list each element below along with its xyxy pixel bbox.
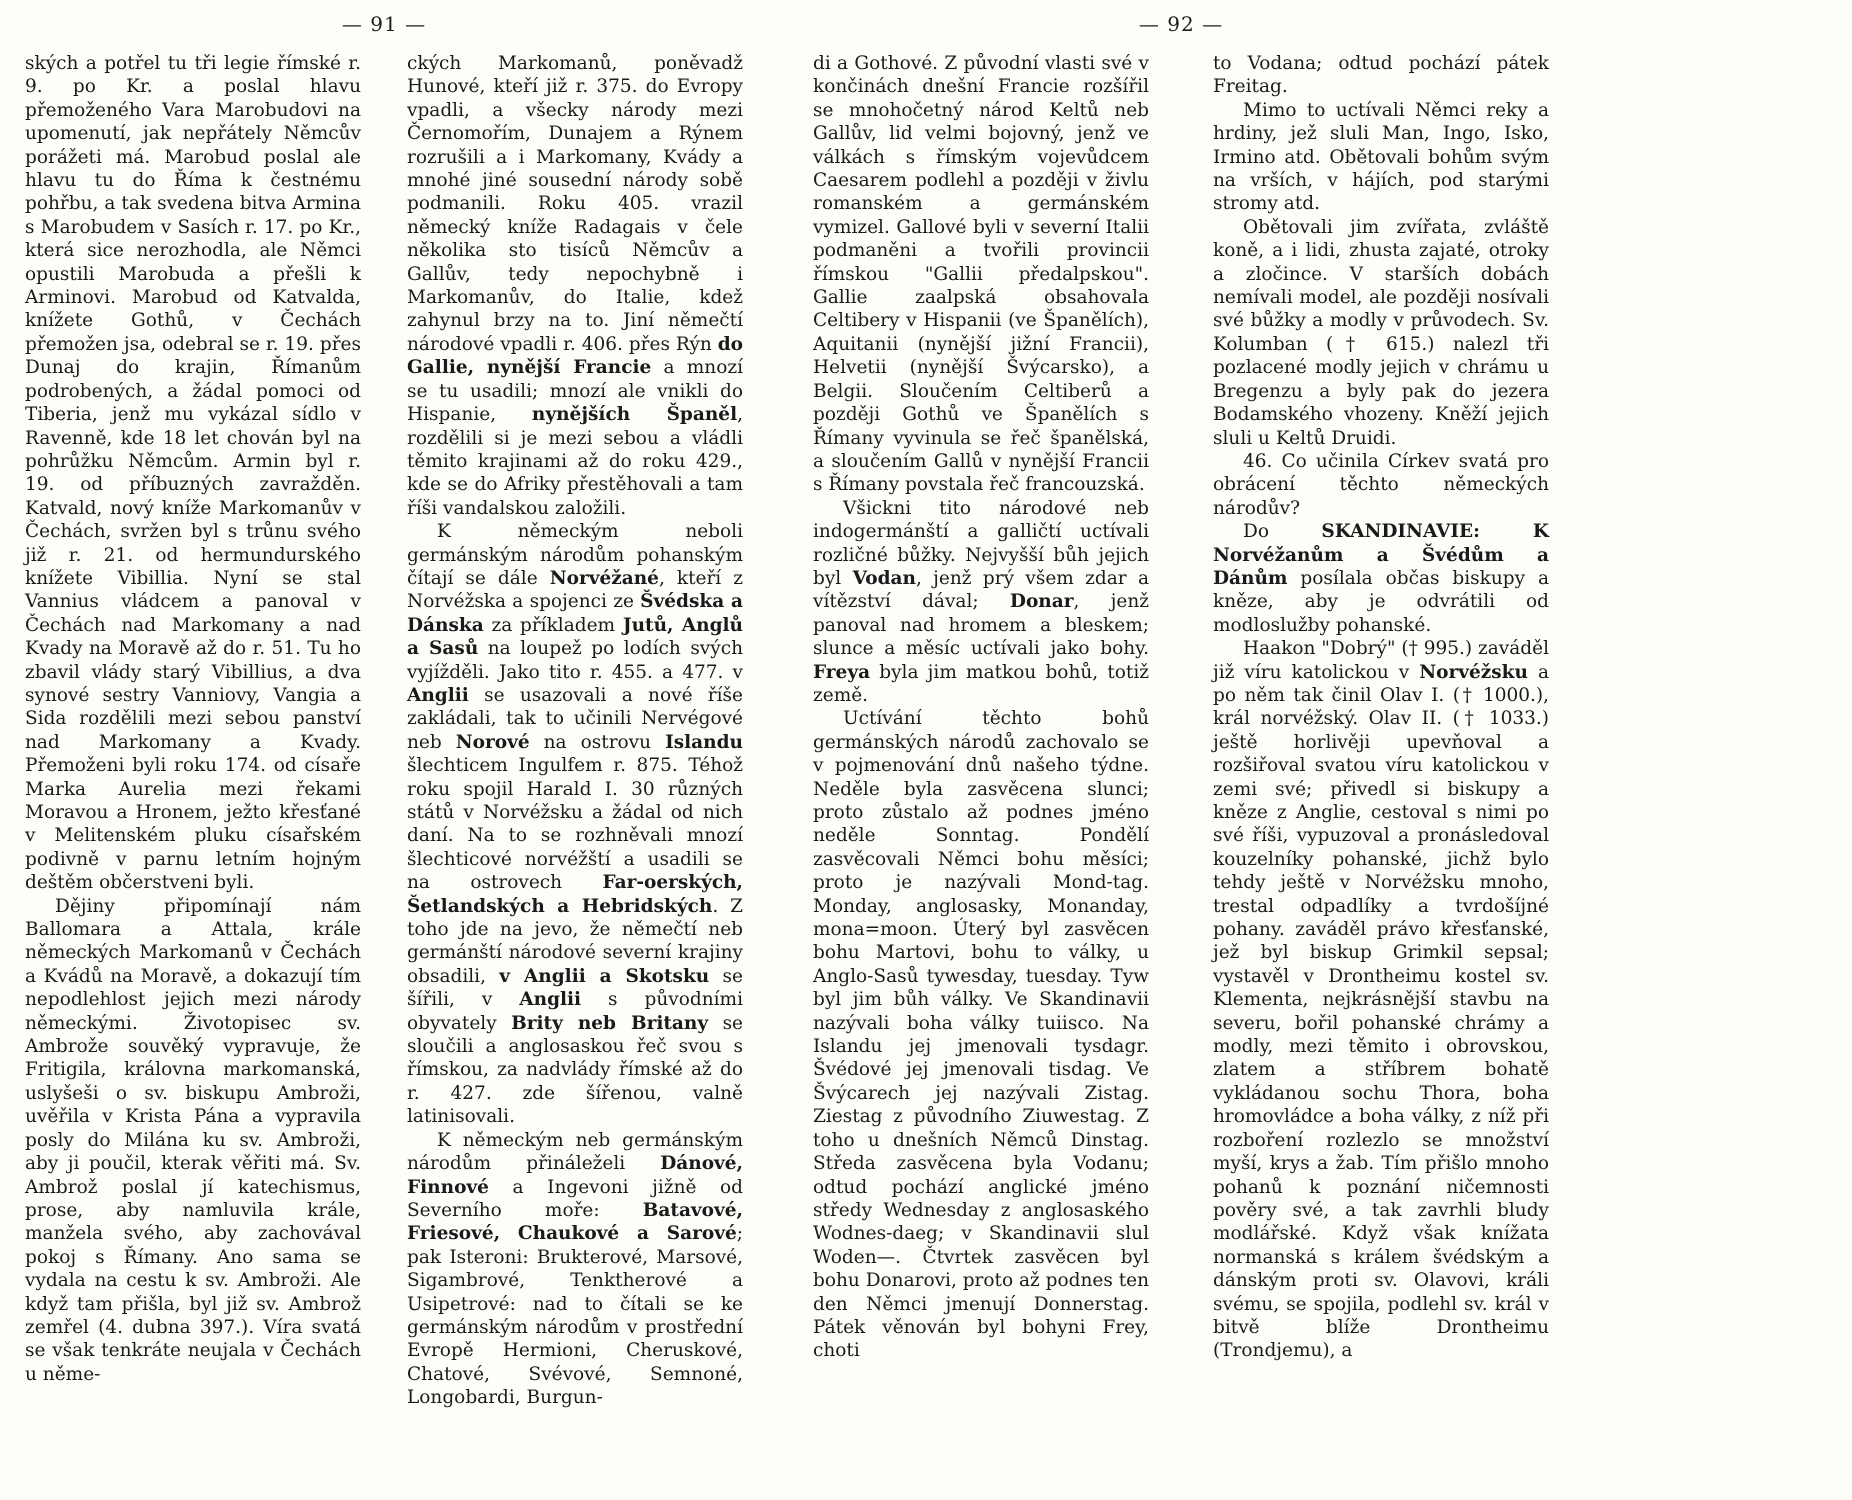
bold-text-run: Švédska a Dánska bbox=[407, 591, 743, 636]
text-run: a po něm tak činil Olav I. († 1000.), král norvéžský. Olav II. († 1033.) ještě horlivěji upevňoval a rozšiřoval svatou víru katolickou v zemi své; přivedl si biskupy a kněze z Anglie, cestoval s nimi po své říši, vypuzoval a pronásledoval kouzelníky pohanské, jichž bylo tehdy ještě v Norvéžsku mnoho, trestal odpadlíky a tvrdošíjné pohany. zaváděl právo křesťanské, jež byl biskup Grimkil sepsal; vystavěl v Drontheimu kostel sv. Klementa, nejkrásnější stavbu na severu, bořil pohanské chrámy a modly, mezi těmito i obrovskou, zlatem a stříbrem bohatě vykládanou sochu Thora, boha hromovládce a boha války, z níž při rozboření rozlezlo se množství myší, krys a žab. Tím přišlo mnoho pohanů k poznání ničemnosti pověry své, a tak zavrhli bludy modlářské. Když však knížata normanská s králem švédským a dánským proti sv. Olavovi, králi svému, se spojila, podlehl sv. král v bitvě blíže Drontheimu (Trondjemu), a bbox=[1213, 661, 1549, 1362]
bold-text-run: Anglii bbox=[519, 989, 582, 1011]
page-91 bbox=[25, 12, 743, 1410]
text-run: , jenž prý všem zdar a vítězství dával; bbox=[813, 567, 1150, 613]
text-run: se usazovali a nové říše zakládali, tak to učinili Nervégové neb bbox=[407, 684, 743, 753]
text-run: , kteří z Norvéžska a spojenci ze bbox=[407, 567, 743, 613]
page-number-92: — 92 — bbox=[1138, 12, 1224, 36]
bold-text-run: Norové bbox=[455, 731, 530, 753]
bold-text-run: Far-oerských, Šetlandských a Hebridských bbox=[407, 872, 743, 917]
paragraph bbox=[407, 1129, 743, 1410]
paragraph bbox=[813, 52, 1149, 497]
bold-text-run: Norvéžsku bbox=[1419, 661, 1528, 683]
bold-text-run: Freya bbox=[813, 661, 871, 683]
bold-text-run: Jutů, Anglů a Sasů bbox=[407, 614, 743, 660]
text-run: Uctívání těchto bohů germánských národů zachovalo se v pojmenování dnů našeho týdne. Neděle byla zasvěcena slunci; proto zůstalo až podnes jméno neděle Sonntag. Pondělí zasvěcovali Němci bohu měsíci; proto je nazývali Mond-tag. Monday, anglosasky, Monanday, mona=moon. Úterý byl zasvěcen bohu Martovi, bohu to války, u Anglo-Sasů tywesday, tuesday. Tyw byl jim bůh války. Ve Skandinavii nazývali boha války tuiisco. Na Islandu jej jmenovali tysdagr. Švédové jej jmenovali tisdag. Ve Švýcarech jej nazývali Zistag. Ziestag z původního Ziuwestag. Z toho u dnešních Němců Dinstag. Středa zasvěcena byla Vodanu; odtud pochází anglické jméno středy Wednesday z anglosaského Wodnes-daeg; v Skandinavii slul Woden—. Čtvrtek zasvěcen byl bohu Donarovi, proto až podnes ten den Němci jmenují Donnerstag. Pátek věnován byl bohyni Frey, choti bbox=[813, 708, 1150, 1362]
text-run: to Vodana; odtud pochází pátek Freitag. bbox=[1213, 53, 1549, 98]
text-run: 46. Co učinila Církev svatá pro obrácení těchto německých národův? bbox=[1213, 450, 1549, 519]
text-run: , jenž panoval nad hromem a bleskem; slunce a měsíc uctívali jako bohy. bbox=[813, 591, 1150, 660]
bold-text-run: Dánové, Finnové bbox=[407, 1153, 743, 1198]
page-91-columns bbox=[25, 52, 743, 1410]
text-run: Dějiny připomínají nám Ballomara a Attala, krále německých Markomanů v Čechách a Kvádů na Moravě, a dokazují tím nepodlehlost jejich mezi národy německými. Životopisec sv. Ambrože souvěký vypravuje, že Fritigila, královna markomanská, uslyšeši o sv. biskupu Ambroži, uvěřila v Krista Pána a vypravila posly do Milána ku sv. Ambroži, aby ji poučil, kterak věřiti má. Sv. Ambrož poslal jí katechismus, prose, aby namluvila krále, manžela svého, aby zachovával pokoj s Římany. Ano sama se vydala na cestu k sv. Ambroži. Ale když tam přišla, byl již sv. Ambrož zemřel (4. dubna 397.). Víra svatá se však tenkráte neujala v Čechách u něme- bbox=[25, 895, 361, 1385]
bold-text-run: do Gallie, nynější Francie bbox=[407, 333, 743, 379]
page-92-column-1 bbox=[813, 52, 1149, 1363]
text-run: Haakon "Dobrý" († 995.) zaváděl již víru katolickou v bbox=[1213, 638, 1549, 683]
paragraph bbox=[407, 520, 743, 1129]
text-run: ; pak Isteroni: Brukterové, Marsové, Sigambrové, Tenktherové a Usipetrové: nad to čítali se ke germánským národům v prostřední Evropě Hermioni, Cheruskové, Chatové, Svévové, Semnoné, Longobardi, Burgun- bbox=[407, 1223, 743, 1409]
bold-text-run: nynějších Španěl bbox=[531, 404, 738, 426]
bold-text-run: v Anglii a Skotsku bbox=[499, 965, 710, 987]
paragraph bbox=[407, 52, 743, 520]
text-run: na loupež po lodích svých vyjížděli. Jako tito r. 455. a 477. v bbox=[407, 638, 743, 683]
text-run: Do bbox=[1243, 521, 1322, 543]
paragraph bbox=[1213, 520, 1549, 637]
text-run: posílala občas biskupy a kněze, aby je odvrátili od modloslužby pohanské. bbox=[1213, 567, 1549, 636]
paragraph bbox=[1213, 216, 1549, 450]
text-run: za příkladem bbox=[483, 614, 623, 636]
paragraph bbox=[1213, 637, 1549, 1363]
page-number-91: — 91 — bbox=[341, 12, 427, 36]
text-run: K německým neboli germánským národům pohanským čítají se dále bbox=[407, 521, 743, 589]
text-run: na ostrovu bbox=[529, 731, 666, 753]
text-run: Všickni tito národové neb indogermánští a galličtí uctívali rozličné bůžky. Nejvyšší bůh jejich byl bbox=[813, 497, 1149, 589]
bold-text-run: Donar bbox=[1009, 591, 1074, 613]
text-run: , rozdělili si je mezi sebou a vládli těmito krajinami až do roku 429., kde se do Afriky přestěhovali a tam říši vandalskou založili. bbox=[407, 404, 743, 519]
paragraph bbox=[813, 707, 1149, 1362]
paragraph bbox=[1213, 52, 1549, 99]
text-run: byla jim matkou bohů, totiž země. bbox=[813, 661, 1149, 706]
paragraph bbox=[1213, 450, 1549, 520]
text-run: Obětovali jim zvířata, zvláště koně, a i lidi, zhusta zajaté, otroky a zločince. V starších dobách nemívali model, ale později nosívali své bůžky a modly v průvodech. Sv. Kolumban († 615.) nalezl tři pozlacené modly jejich v chrámu u Bregenzu a byly pak do jezera Bodamského vhozeny. Kněží jejich sluli u Keltů Druidi. bbox=[1213, 216, 1549, 449]
text-run: ských a potřel tu tři legie římské r. 9. po Kr. a poslal hlavu přemoženého Vara Marobudovi na upomenutí, jak nepřátely Němcův porážeti má. Marobud poslal ale hlavu tu do Říma k čestnému pohřbu, a tak svedena bitva Armina s Marobudem v Sasích r. 17. po Kr., která sice nerozhodla, ale Němci opustili Marobuda a přešli k Arminovi. Marobud od Katvalda, knížete Gothů, v Čechách přemožen jsa, odebral se r. 19. přes Dunaj do krajin, Římanům podrobených, a žádal pomoci od Tiberia, jenž mu vykázal sídlo v Ravenně, kde 18 let chován byl na pohrůžku Němcům. Armin byl r. 19. od příbuzných zavražděn. Katvald, nový kníže Markomanův v Čechách, svržen byl s trůnu svého již r. 21. od hermundurského knížete Vibillia. Nyní se stal Vannius vládcem a panoval v Čechách nad Markomany a nad Kvady na Moravě až do r. 51. Tu ho zbavil vlády starý Vibillius, a dva synové sestry Vanniovy, Vangia a Sida rozdělili mezi sebou panství nad Markomany a Kvady. Přemoženi byli roku 174. od císaře Marka Aurelia mezi řekami Moravou a Hronem, ježto křesťané v Melitenském pluku císařském podivně v parnu letním hojným deštěm občerstveni byli. bbox=[25, 53, 361, 894]
page-92 bbox=[813, 12, 1549, 1363]
text-run: di a Gothové. Z původní vlasti své v končinách dnešní Francie rozšířil se mnohočetný národ Keltů neb Gallův, lid velmi bojovný, jenž ve válkách s římským vojevůdcem Caesarem podlehl a později v živlu romanském a germánském vymizel. Gallové byli v severní Italii podmaněni a tvořili provincii římskou "Gallii předalpskou". Gallie zaalpská obsahovala Celtibery v Hispanii (ve Španělích), Aquitanii (nynější jižní Francii), Helvetii (nynější Švýcarsko), a Belgii. Sloučením Celtiberů a později Gothů ve Španělích s Římany vyvinula se řeč španělská, a sloučením Gallů v nynější Francii s Římany povstala řeč francouzská. bbox=[813, 53, 1149, 496]
page-92-columns bbox=[813, 52, 1549, 1363]
text-run: a mnozí se tu usadili; mnozí ale vnikli do Hispanie, bbox=[407, 357, 743, 426]
page-92-column-2 bbox=[1213, 52, 1549, 1363]
page-91-column-1 bbox=[25, 52, 361, 1410]
bold-text-run: Vodan bbox=[852, 567, 916, 589]
text-run: s původními obyvately bbox=[407, 989, 743, 1034]
page-91-column-2 bbox=[407, 52, 743, 1410]
paragraph bbox=[813, 497, 1149, 708]
bold-text-run: Batavové, Friesové, Chaukové a Sarové bbox=[407, 1199, 743, 1245]
text-run: šlechticem Ingulfem r. 875. Téhož roku spojil Harald I. 30 různých států v Norvéžsku a žádal od nich daní. Na to se rozhněvali mnozí šlechticové norvéžští a usadili se na ostrovech bbox=[407, 755, 743, 894]
bold-text-run: Islandu bbox=[665, 731, 743, 753]
bold-text-run: Norvéžané bbox=[549, 567, 659, 589]
text-run: se šířili, v bbox=[407, 965, 743, 1011]
text-run: . Z toho jde na jevo, že němečtí neb germánští národové severní krajiny obsadili, bbox=[407, 895, 743, 987]
text-run: a Ingevoni jižně od Severního moře: bbox=[407, 1176, 743, 1221]
text-run: ckých Markomanů, poněvadž Hunové, kteří již r. 375. do Evropy vpadli, a všecky národy mezi Černomořím, Dunajem a Rýnem rozrušili a i Markomany, Kvády a mnohé jiné sousední národy sobě podmanili. Roku 405. vrazil německý kníže Radagais v čele několika sto tisíců Němcův a Gallův, tedy nepochybně i Markomanův, do Italie, kdež zahynul brzy na to. Jiní němečtí národové vpadli r. 406. přes Rýn bbox=[407, 53, 743, 355]
text-run: Mimo to uctívali Němci reky a hrdiny, jež sluli Man, Ingo, Isko, Irmino atd. Obětovali bohům svým na vrších, v hájích, pod starými stromy atd. bbox=[1213, 99, 1549, 215]
bold-text-run: Anglii bbox=[407, 684, 469, 706]
paragraph bbox=[1213, 99, 1549, 216]
text-run: K německým neb germánským národům přináleželi bbox=[407, 1129, 743, 1175]
text-run: se sloučili a anglosaskou řeč svou s římskou, za nadvlády římské až do r. 427. zde šířenou, valně latinisovali. bbox=[407, 1012, 744, 1128]
bold-text-run: SKANDINAVIE: K Norvéžanům a Švédům a Dánům bbox=[1213, 521, 1549, 589]
bold-text-run: Brity neb Britany bbox=[511, 1012, 709, 1034]
paragraph bbox=[25, 895, 361, 1387]
paragraph bbox=[25, 52, 361, 895]
